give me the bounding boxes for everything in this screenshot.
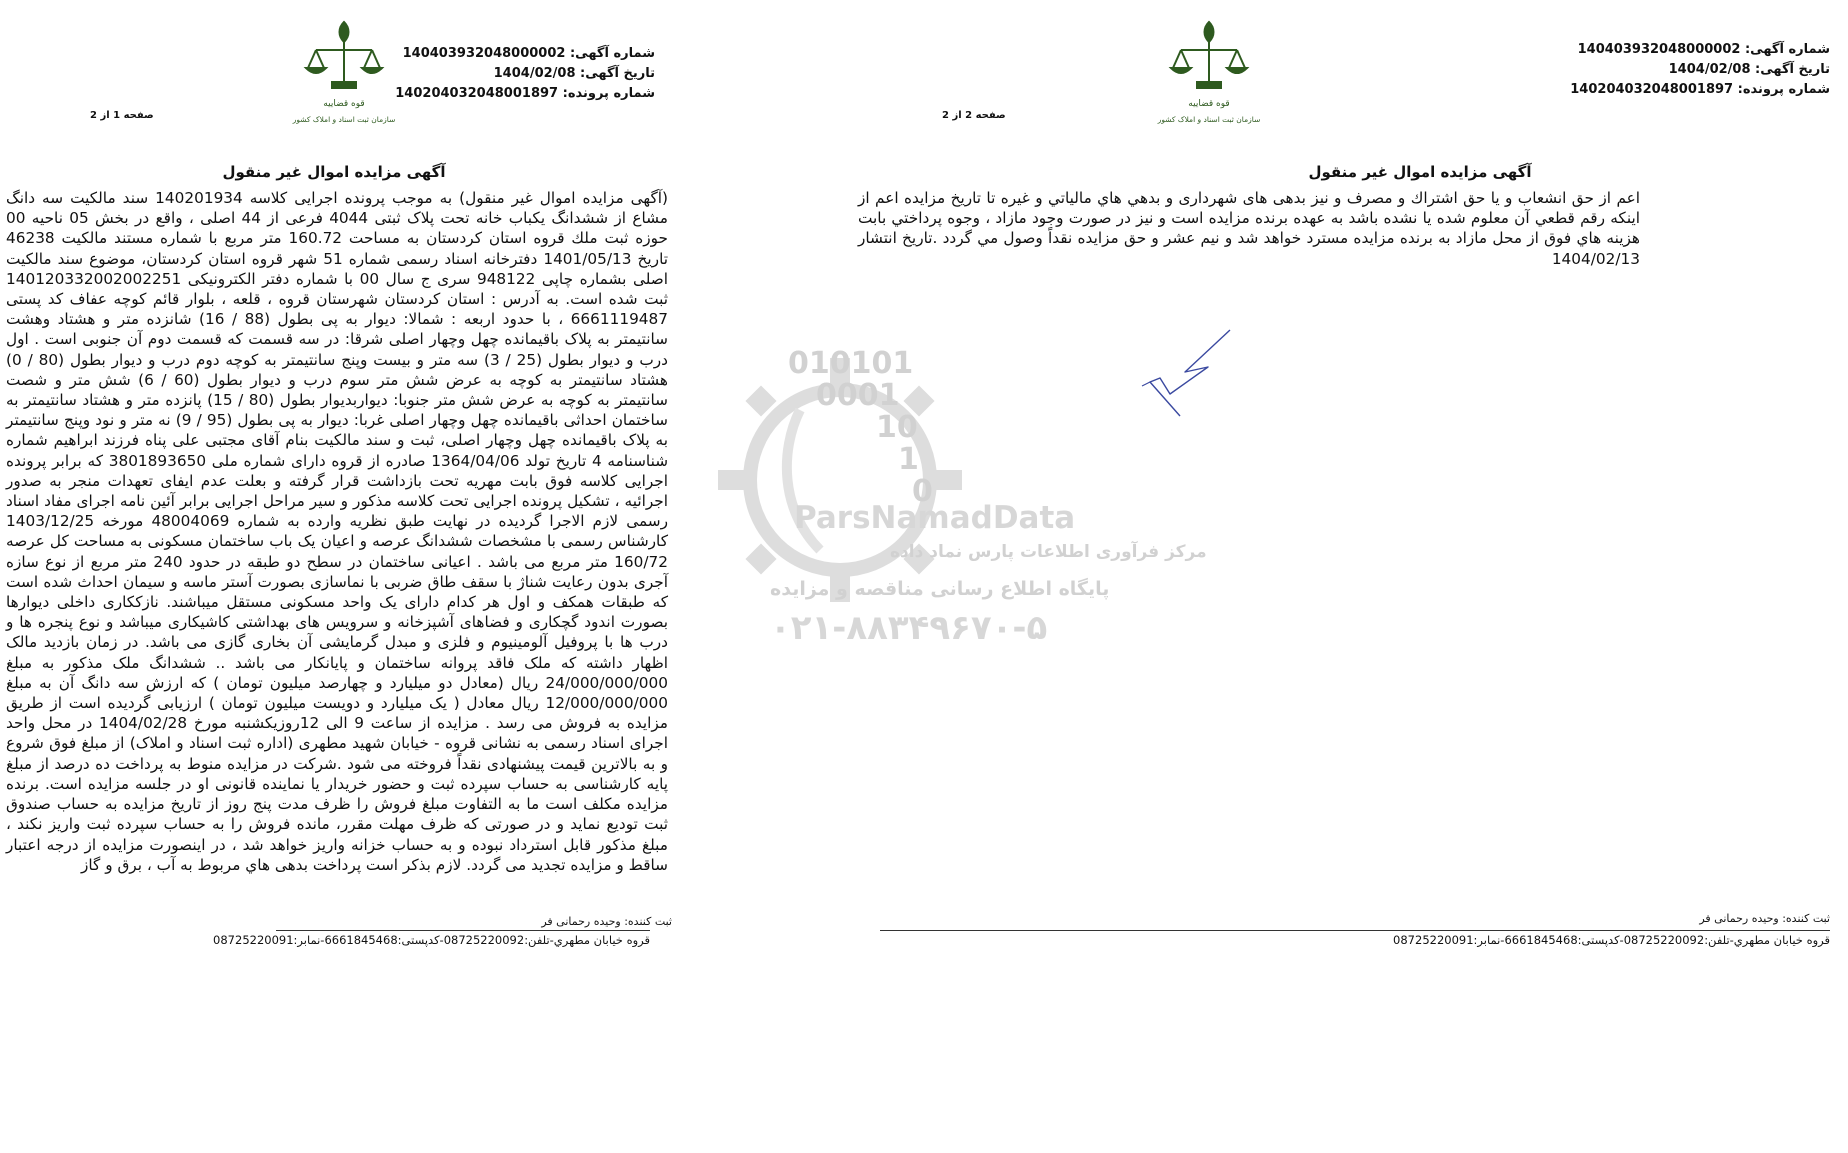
- ad-date: تاریخ آگهی: 1404/02/08: [493, 66, 655, 81]
- announcement-meta: [395, 44, 655, 104]
- footer-address: قروه خیابان مطهري-تلفن:08725220092-کدپستی:6661845468-نمابر:08725220091: [213, 933, 650, 947]
- emblem-caption-registry: سازمان ثبت اسناد و املاک کشور: [292, 115, 396, 124]
- emblem-caption-registry: سازمان ثبت اسناد و املاک کشور: [1157, 115, 1261, 124]
- watermark-brand: ParsNamadData: [794, 500, 1076, 536]
- file-number: شماره پرونده: 140204032048001897: [1570, 82, 1830, 97]
- footer-address: قروه خیابان مطهري-تلفن:08725220092-کدپستی:6661845468-نمابر:08725220091: [1393, 933, 1830, 947]
- emblem-caption-judiciary: قوه قضاییه: [1188, 99, 1230, 109]
- ad-number: شماره آگهی: 140403932048000002: [402, 46, 655, 61]
- announcement-title: آگهی مزایده اموال غیر منقول: [222, 163, 446, 181]
- judiciary-emblem-icon: [292, 16, 396, 131]
- ad-date: تاریخ آگهی: 1404/02/08: [1668, 62, 1830, 77]
- announcement-page-1: [0, 0, 840, 1153]
- announcement-body: (آگهی مزایده اموال غیر منقول) به موجب پرونده اجرایی کلاسه 140201934 سند مالکیت سه دانگ مشاع از ششدانگ یکباب خانه تحت پلاک ثبتی 4044 فرعی از 44 اصلی ، واقع در بخش 05 ناحیه 00 حوزه ثبت ملك قروه استان کردستان به مساحت 160.72 متر مربع با شماره مستند مالکیت 46238 تاریخ 1401/05/13 دفترخانه اسناد رسمی شماره 51 شهر قروه استان کردستان، موضوع سند مالکیت اصلی بشماره چاپی 948122 سری ج سال 00 با شماره دفتر الکترونیکی 140120332002002251 ثبت شده است. به آدرس : استان کردستان شهرستان قروه ، قلعه ، بلوار قائم کوچه عفاف کد پستی 6661119487 ، با حدود اربعه : شمالا: دیوار به پی بطول (88 / 16) شانزده متر و هشتاد وهشت سانتیمتر به پلاک باقیمانده چهل وچهار اصلی شرقا: در سه قسمت که قسمت دوم آن جنوبی است . اول درب و دیوار بطول (25 / 3) سه متر و بیست وپنج سانتیمتر به کوچه دوم درب و دیوار بطول (80 / 0) هشتاد سانتیمتر به کوچه به عرض شش متر سوم درب و دیوار بطول (60 / 6) شش متر و شصت سانتیمتر به کوچه به عرض شش متر جنوبا: دیواربدیوار بطول (80 / 15) پانزده متر و هشتاد سانتیمتر به ساختمان احداثی باقیمانده چهل وچهار اصلی غربا: دیوار به پی بطول (95 / 9) نه متر و نود وپنج سانتیمتر به پلاک باقیمانده چهل وچهار اصلی، ثبت و سند مالکیت بنام آقای مجتبی علی پناه فرزند ابراهیم شماره شناسنامه 4 تاریخ تولد 1364/04/06 صادره از قروه دارای شماره ملی 3801893650 که برابر پرونده اجرایی کلاسه فوق بابت مهریه تحت بازداشت قرار گرفته و بعلت عدم ایفای تعهدات منجر به صدور اجرائیه ، تشکیل پرونده اجرایی تحت کلاسه مذکور و سیر مراحل اجرایی برابر آئین نامه اجرای مفاد اسناد رسمی لازم الاجرا گردیده در نهایت طبق نظریه وارده به شماره 48004069 مورخه 1403/12/25 کارشناس رسمی با مشخصات ششدانگ عرصه و اعیان یک باب ساختمان مسکونی به مساحت کل عرصه 160/72 متر مربع می باشد . اعیانی ساختمان در سطح دو طبقه در حدود 240 متر مربع از نوع سازه آجری بدون رعایت شناژ با سقف طاق ضربی با نماسازی بصورت آستر ماسه و سیمان احداث شده است که طبقات همکف و اول هر کدام دارای یک واحد مسکونی مستقل میباشند. نازککاری داخلی دیوارها بصورت اندود گچکاری و فضاهای آشپزخانه و سرویس های بهداشتی کاشیکاری میباشد و نوع پنجره ها و درب ها با پروفیل آلومینیوم و فلزی و مبدل گرمایشی آن بخاری گازی می باشد. در زمان بازدید مالک اظهار داشته که ملک فاقد پروانه ساختمان و پایانکار می باشد .. ششدانگ ملک مذکور به مبلغ 24/000/000/000 ریال (معادل دو میلیارد و چهارصد میلیون تومان ) که ارزش سه دانگ آن به مبلغ 12/000/000/000 ریال معادل ( یک میلیارد و دویست میلیون تومان ) ارزیابی گردیده است از طریق مزایده به فروش می رسد . مزایده از ساعت 9 الی 12روزیکشنبه مورخ 1404/02/28 در محل واحد اجرای اسناد رسمی به نشانی قروه - خیابان شهید مطهری (اداره ثبت اسناد و املاک) از مبلغ فوق شروع و به بالاترین قیمت پیشنهادی نقداً فروخته می شود .شرکت در مزایده منوط به پرداخت ده درصد از مبلغ پایه کارشناسی به حساب سپرده ثبت و حضور خریدار یا نماینده قانونی او در جلسه مزایده است. برنده مزایده مکلف است ما به التفاوت مبلغ فروش را ظرف مدت پنج روز از تاریخ مزایده به حساب صندوق ثبت تودیع نماید و در صورتی که ظرف مهلت مقرر، مانده فروش را به حساب سپرده ثبت واریز نکند ، مبلغ مذکور قابل استرداد نبوده و به حساب خزانه واریز خواهد شد ، در اینصورت مزایده از درجه اعتبار ساقط و مزایده تجدید می گردد. لازم بذکر است پرداخت بدهی هاي مربوط به آب ، برق و گاز: [6, 189, 669, 874]
- announcement-title: آگهی مزایده اموال غیر منقول: [1308, 163, 1532, 181]
- watermark-phone: ۰۲۱-۸۸۳۴۹۶۷۰-۵: [770, 608, 1048, 648]
- judiciary-emblem-icon: [1157, 16, 1261, 131]
- registrar-signature: ثبت کننده: وحیده رحمانی فر: [1699, 912, 1830, 925]
- footer-divider: [276, 930, 650, 931]
- watermark-tagline: پایگاه اطلاع رسانی مناقصه و مزایده: [770, 578, 1110, 600]
- handwritten-signature-icon: [1130, 322, 1250, 422]
- file-number: شماره پرونده: 140204032048001897: [395, 86, 655, 101]
- page-number: صفحه 1 از 2: [90, 110, 154, 121]
- ad-number: شماره آگهی: 140403932048000002: [1577, 42, 1830, 57]
- watermark-binary: 010101 0001 10 1 0: [788, 346, 933, 509]
- emblem-caption-judiciary: قوه قضاییه: [323, 99, 365, 109]
- watermark-company-name: مرکز فرآوری اطلاعات پارس نماد داده: [890, 542, 1207, 562]
- footer-divider: [880, 930, 1830, 931]
- announcement-meta: [1570, 40, 1830, 100]
- registrar-signature: ثبت کننده: وحیده رحمانی فر: [541, 915, 672, 928]
- announcement-body: اعم از حق انشعاب و یا حق اشتراك و مصرف و نیز بدهی های شهرداری و بدهي هاي مالیاتي و غیره تا تاریخ مزایده اعم از اینکه رقم قطعي آن معلوم شده یا نشده باشد به عهده برنده مزایده است و نیز در صورت وجود مازاد ، وجوه پرداختي بابت هزینه هاي فوق از محل مازاد به برنده مزایده مسترد خواهد شد و نیم عشر و حق مزایده نقداً وصول مي گردد .تاریخ انتشار 1404/02/13: [858, 189, 1640, 268]
- page-number: صفحه 2 از 2: [942, 110, 1006, 121]
